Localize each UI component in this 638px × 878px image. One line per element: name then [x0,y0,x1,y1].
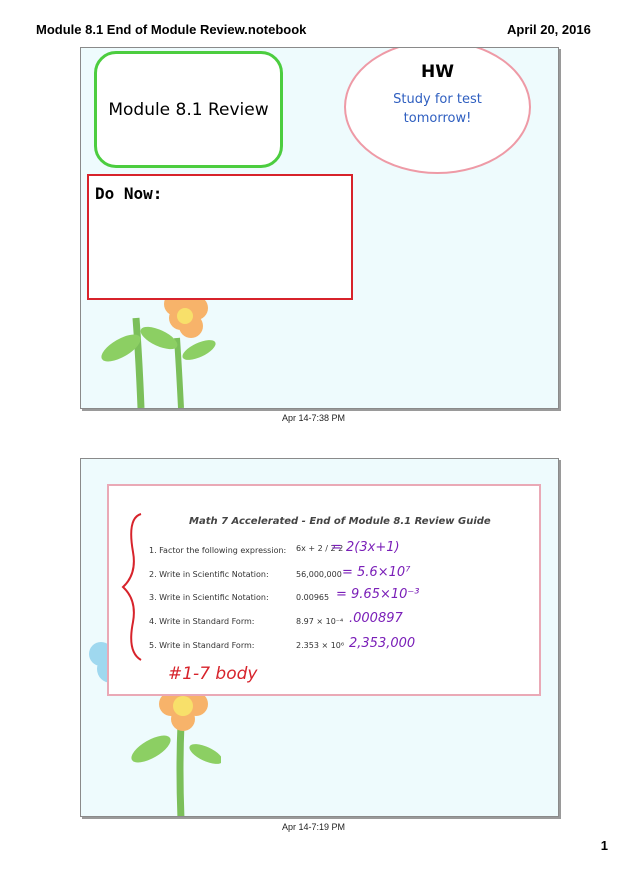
handwritten-note: #1-7 body [168,664,258,684]
slide-1-timestamp: Apr 14-7:38 PM [282,413,346,423]
question-2-value: 56,000,000 [296,570,342,579]
homework-title: HW [421,62,454,82]
header-date: April 20, 2016 [507,22,591,37]
slide-title-box [94,51,283,168]
question-4: 4. Write in Standard Form: [149,617,255,626]
answer-4: .000897 [349,611,403,626]
slide-1[interactable] [80,47,559,409]
answer-5: 2,353,000 [349,636,416,651]
slide-2[interactable] [80,458,559,817]
homework-bubble [344,47,531,174]
homework-line-2: tomorrow! [403,111,472,126]
worksheet-title: Math 7 Accelerated - End of Module 8.1 Review Guide [189,516,491,527]
question-5-value: 2.353 × 10⁶ [296,641,345,650]
page-number: 1 [600,838,608,853]
slide-title: Module 8.1 Review [108,99,269,120]
do-now-label: Do Now: [95,184,163,203]
answer-1: = 2(3x+1) [331,540,400,555]
question-3: 3. Write in Scientific Notation: [149,593,269,602]
worksheet-image [107,484,541,696]
brace-mark [119,512,149,662]
question-1-value: 6x + 2 / 2 2 [296,544,344,553]
answer-3: = 9.65×10⁻³ [336,587,420,602]
question-2: 2. Write in Scientific Notation: [149,570,269,579]
do-now-box[interactable] [87,174,353,300]
question-5: 5. Write in Standard Form: [149,641,255,650]
question-3-value: 0.00965 [296,593,330,602]
slide-2-timestamp: Apr 14-7:19 PM [282,822,346,832]
question-1: 1. Factor the following expression: [149,546,287,555]
answer-2: = 5.6×10⁷ [342,565,411,580]
homework-line-1: Study for test [393,92,482,107]
notebook-title: Module 8.1 End of Module Review.notebook [36,22,307,37]
question-4-value: 8.97 × 10⁻⁴ [296,617,344,626]
